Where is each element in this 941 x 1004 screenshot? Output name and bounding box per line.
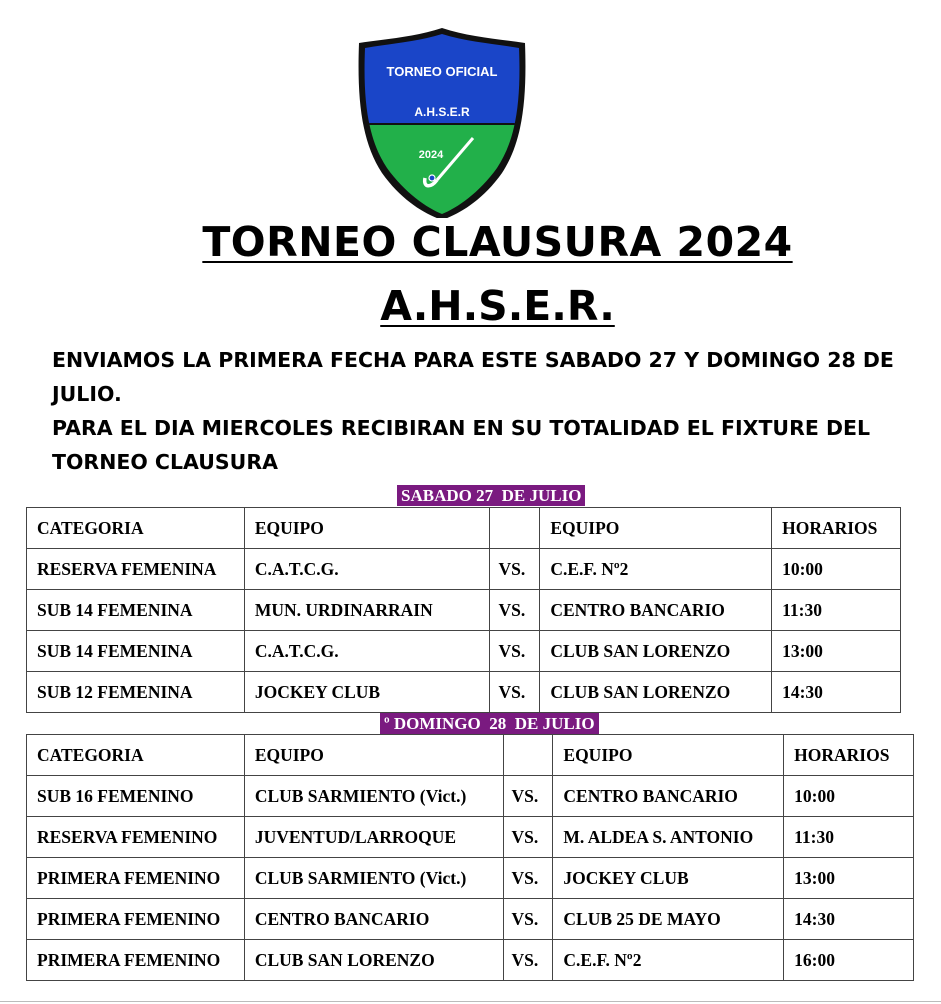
table-header-row	[27, 508, 901, 549]
cell-vs: VS.	[503, 817, 553, 858]
header-horario: HORARIOS	[784, 735, 914, 776]
header-vs	[503, 735, 553, 776]
cell-vs: VS.	[503, 899, 553, 940]
cell-equipo-visitante: M. ALDEA S. ANTONIO	[553, 817, 784, 858]
cell-vs: VS.	[503, 858, 553, 899]
header-categoria: CATEGORIA	[27, 735, 245, 776]
cell-horario: 11:30	[772, 590, 901, 631]
intro-line-1: ENVIAMOS LA PRIMERA FECHA PARA ESTE SABADO 27 Y DOMINGO 28 DE JULIO.	[52, 348, 894, 406]
table-header-row	[27, 735, 914, 776]
table-row	[27, 590, 901, 631]
cell-categoria: PRIMERA FEMENINO	[27, 940, 245, 981]
cell-horario: 13:00	[772, 631, 901, 672]
header-equipo-local: EQUIPO	[244, 508, 490, 549]
cell-categoria: SUB 14 FEMENINA	[27, 590, 245, 631]
cell-equipo-visitante: CENTRO BANCARIO	[540, 590, 772, 631]
cell-equipo-local: CLUB SARMIENTO (Vict.)	[244, 858, 503, 899]
cell-equipo-local: JOCKEY CLUB	[244, 672, 490, 713]
intro-text	[52, 343, 912, 479]
tournament-shield-logo	[357, 28, 527, 218]
header-equipo-visitante: EQUIPO	[553, 735, 784, 776]
logo-line1: TORNEO OFICIAL	[386, 64, 498, 79]
cell-horario: 11:30	[784, 817, 914, 858]
cell-categoria: RESERVA FEMENINA	[27, 549, 245, 590]
cell-categoria: SUB 14 FEMENINA	[27, 631, 245, 672]
table-row	[27, 672, 901, 713]
cell-vs: VS.	[490, 631, 540, 672]
page-subtitle: A.H.S.E.R.	[380, 282, 615, 330]
cell-vs: VS.	[490, 590, 540, 631]
logo-year: 2024	[418, 149, 444, 161]
cell-horario: 14:30	[784, 899, 914, 940]
cell-equipo-visitante: CLUB 25 DE MAYO	[553, 899, 784, 940]
cell-categoria: SUB 12 FEMENINA	[27, 672, 245, 713]
cell-horario: 13:00	[784, 858, 914, 899]
cell-equipo-visitante: CLUB SAN LORENZO	[540, 672, 772, 713]
page-bottom-divider	[0, 1001, 941, 1002]
cell-equipo-local: CENTRO BANCARIO	[244, 899, 503, 940]
cell-equipo-visitante: C.E.F. Nº2	[553, 940, 784, 981]
sunday-banner: º DOMINGO 28 DE JULIO	[380, 713, 599, 734]
cell-equipo-visitante: CENTRO BANCARIO	[553, 776, 784, 817]
cell-equipo-visitante: JOCKEY CLUB	[553, 858, 784, 899]
table-row	[27, 549, 901, 590]
cell-equipo-local: CLUB SARMIENTO (Vict.)	[244, 776, 503, 817]
sunday-fixture-table	[26, 734, 914, 981]
cell-vs: VS.	[503, 776, 553, 817]
cell-equipo-visitante: CLUB SAN LORENZO	[540, 631, 772, 672]
table-row	[27, 899, 914, 940]
cell-vs: VS.	[503, 940, 553, 981]
header-equipo-visitante: EQUIPO	[540, 508, 772, 549]
table-row	[27, 858, 914, 899]
cell-equipo-local: C.A.T.C.G.	[244, 549, 490, 590]
cell-equipo-local: JUVENTUD/LARROQUE	[244, 817, 503, 858]
logo-line2: A.H.S.E.R	[414, 105, 470, 119]
cell-vs: VS.	[490, 549, 540, 590]
page-title: TORNEO CLAUSURA 2024	[202, 218, 793, 266]
table-row	[27, 817, 914, 858]
header-vs	[490, 508, 540, 549]
header-categoria: CATEGORIA	[27, 508, 245, 549]
intro-line-2: PARA EL DIA MIERCOLES RECIBIRAN EN SU TOTALIDAD EL FIXTURE DEL TORNEO CLAUSURA	[52, 416, 871, 474]
cell-vs: VS.	[490, 672, 540, 713]
cell-equipo-local: C.A.T.C.G.	[244, 631, 490, 672]
cell-equipo-local: MUN. URDINARRAIN	[244, 590, 490, 631]
cell-equipo-local: CLUB SAN LORENZO	[244, 940, 503, 981]
header-equipo-local: EQUIPO	[244, 735, 503, 776]
cell-categoria: RESERVA FEMENINO	[27, 817, 245, 858]
cell-horario: 16:00	[784, 940, 914, 981]
saturday-banner: SABADO 27 DE JULIO	[397, 485, 585, 506]
table-row	[27, 940, 914, 981]
cell-equipo-visitante: C.E.F. Nº2	[540, 549, 772, 590]
header-horario: HORARIOS	[772, 508, 901, 549]
cell-categoria: SUB 16 FEMENINO	[27, 776, 245, 817]
cell-categoria: PRIMERA FEMENINO	[27, 858, 245, 899]
saturday-fixture-table	[26, 507, 901, 713]
cell-horario: 10:00	[784, 776, 914, 817]
cell-horario: 14:30	[772, 672, 901, 713]
cell-categoria: PRIMERA FEMENINO	[27, 899, 245, 940]
cell-horario: 10:00	[772, 549, 901, 590]
table-row	[27, 776, 914, 817]
table-row	[27, 631, 901, 672]
